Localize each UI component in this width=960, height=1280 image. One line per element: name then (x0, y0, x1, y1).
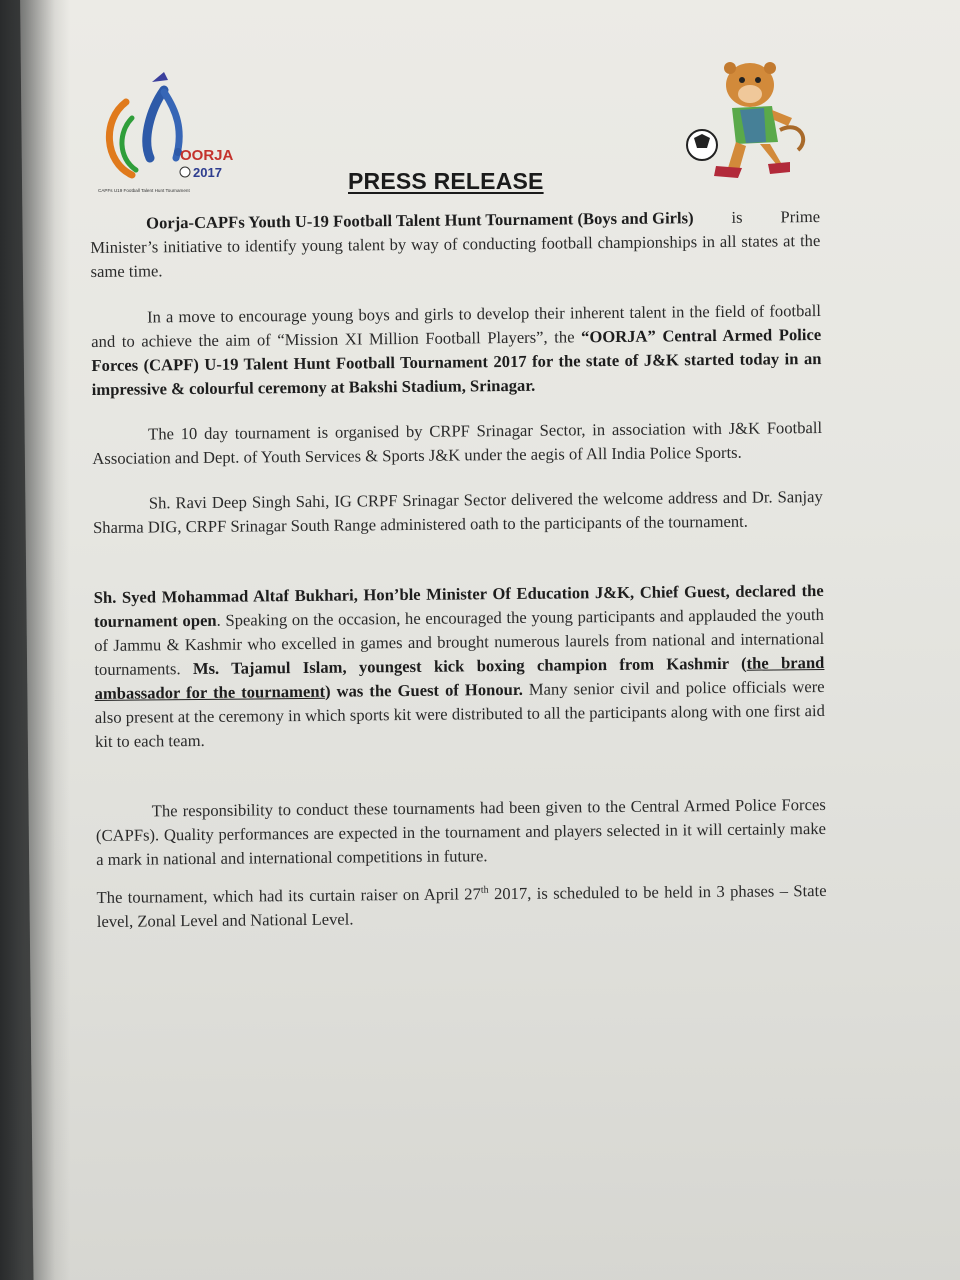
chief-guest-text: . Speaking on the occasion, he encouraged the young participants and applauded the youth of Jammu & Kashmir who excelled in games and brought numerous laurels from national and international tournaments. (94, 604, 825, 679)
guest-of-honour-bold-b: ) was the Guest of Honour. (324, 679, 523, 701)
paragraph-chief-guest (94, 579, 826, 754)
intro-bold: Oorja-CAPFs Youth U-19 Football Talent Hunt Tournament (Boys and Girls) (146, 208, 694, 233)
mascot-illustration (680, 50, 820, 190)
officials-text: Many senior civil and police officials were also present at the ceremony in which sports kit were distributed to all the participants along with one first aid kit to each team. (94, 676, 825, 751)
page-title: PRESS RELEASE (348, 168, 544, 194)
mission-bold: “OORJA” Central Armed Police Forces (CAPF) U-19 Talent Hunt Football Tournament 2017 for the state of J&K started today in an impressive & colourful ceremony at Bakshi Stadium, Srinagar. (91, 324, 822, 399)
brand-ambassador-underlined: the brand ambassador for the tournament (94, 652, 825, 703)
guest-of-honour-bold-a: Ms. Tajamul Islam, youngest kick boxing champion from Kashmir ( (192, 653, 747, 679)
svg-text:CAPFs U19 Football Talent Hunt: CAPFs U19 Football Talent Hunt Tournament (98, 188, 190, 193)
svg-text:2017: 2017 (193, 165, 222, 180)
date-superscript: th (480, 884, 489, 896)
paragraph-intro (90, 205, 821, 284)
schedule-text-a: The tournament, which had its curtain raiser on April 27 (96, 884, 481, 907)
paragraph-mission (91, 299, 822, 402)
mission-text: In a move to encourage young boys and girls to develop their inherent talent in the field of football and to achieve the aim of “Mission XI Million Football Players”, the (91, 300, 822, 351)
paragraph-organiser: The 10 day tournament is organised by CRPF Srinagar Sector, in association with J&K Football Association and Dept. of Youth Services & Sports J&K under the aegis of All India Police Sports. (92, 417, 823, 468)
paragraph-responsibility: The responsibility to conduct these tournaments had been given to the Central Armed Police Forces (CAPFs). Quality performances are expected in the tournament and players selected in it will certainly make a mark in national and international competitions in future. (95, 794, 827, 869)
chief-guest-bold: Sh. Syed Mohammad Altaf Bukhari, Hon’ble Minister Of Education J&K, Chief Guest, declared the tournament open (93, 580, 824, 631)
oorja-logo (92, 70, 242, 195)
paragraph-schedule (96, 879, 826, 934)
press-release-body (90, 205, 827, 934)
svg-text:OORJA: OORJA (180, 147, 234, 164)
schedule-text-b: 2017, is scheduled to be held in 3 phases – State level, Zonal Level and National Level. (96, 880, 827, 931)
paragraph-welcome: Sh. Ravi Deep Singh Sahi, IG CRPF Srinagar Sector delivered the welcome address and Dr. Sanjay Sharma DIG, CRPF Srinagar South Range administered oath to the participants of the tournament. (92, 486, 823, 537)
intro-rest: is Prime Minister’s initiative to identify young talent by way of conducting football championships in all states at the same time. (90, 206, 821, 281)
